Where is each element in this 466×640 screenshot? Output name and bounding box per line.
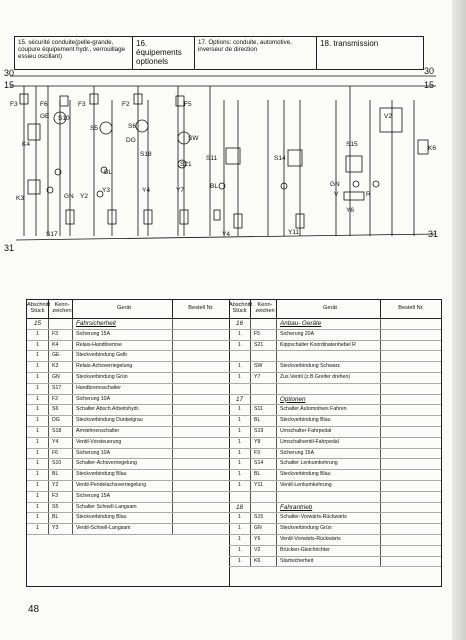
cell-geraet: Schalter Lenkumkehrung [277, 459, 381, 469]
rail-31-left: 31 [4, 243, 15, 253]
table-row [229, 395, 441, 406]
cell-kennzeichen: DG [49, 416, 73, 426]
cell-bestell [381, 449, 441, 459]
table-rows-left [27, 319, 229, 535]
cell-geraet: Umschaltventil-Fahrpedal [277, 438, 381, 448]
cell-geraet: Sicherung 20A [277, 330, 381, 340]
cell-abschnitt: 1 [27, 481, 49, 491]
table-row [27, 427, 229, 438]
label-y3: Y3 [102, 187, 110, 194]
cell-geraet: Sicherung 15A [73, 330, 173, 340]
table-row [27, 438, 229, 449]
cell-geraet: Ventil-Schnell-Langsam [73, 524, 173, 534]
cell-bestell [381, 373, 441, 383]
cell-abschnitt: 1 [27, 427, 49, 437]
label-s15: S15 [346, 141, 358, 148]
cell-bestell [381, 405, 441, 415]
label-sw: SW [188, 135, 199, 142]
table-row [229, 373, 441, 384]
cell-kennzeichen: Y2 [49, 481, 73, 491]
cell-abschnitt: 1 [229, 535, 251, 545]
table-row [229, 481, 441, 492]
table-row [27, 362, 229, 373]
cell-bestell [381, 395, 441, 405]
label-y11: Y11 [288, 229, 300, 236]
rail-15-left: 15 [4, 80, 15, 90]
cell-geraet: Schalter-Achsverriegelung [73, 459, 173, 469]
cell-kennzeichen: SW [251, 362, 277, 372]
cell-kennzeichen: GN [251, 524, 277, 534]
cell-bestell [173, 416, 229, 426]
cell-geraet: Kippschalter Koordinatenhebel R [277, 341, 381, 351]
cell-abschnitt: 1 [27, 503, 49, 513]
cell-bestell [381, 341, 441, 351]
cell-geraet: Steckverbindung Blau [73, 470, 173, 480]
cell-kennzeichen: GN [49, 373, 73, 383]
cell-geraet: Fahrantrieb [277, 503, 381, 513]
cell-kennzeichen: BL [49, 513, 73, 523]
label-f3b: F3 [78, 101, 86, 108]
cell-kennzeichen: F3 [49, 492, 73, 502]
cell-geraet: Ventil-Vorwärts-Rückwärts [277, 535, 381, 545]
cell-bestell [381, 557, 441, 567]
cell-bestell [173, 513, 229, 523]
cell-kennzeichen: Y8 [251, 438, 277, 448]
cell-bestell [381, 524, 441, 534]
cell-bestell [173, 373, 229, 383]
cell-geraet: Steckverbindung Grün [73, 373, 173, 383]
cell-abschnitt [229, 351, 251, 361]
cell-bestell [381, 416, 441, 426]
cell-geraet [277, 351, 381, 361]
cell-bestell [381, 351, 441, 361]
cell-geraet: Steckverbindung Blau [73, 513, 173, 523]
label-s14: S14 [274, 155, 286, 162]
cell-kennzeichen: GE [49, 351, 73, 361]
cell-abschnitt: 1 [27, 373, 49, 383]
table-row [27, 481, 229, 492]
page-number: 48 [28, 604, 40, 615]
table-row [27, 373, 229, 384]
cell-kennzeichen: F3 [251, 449, 277, 459]
cell-kennzeichen: Y3 [49, 524, 73, 534]
rail-30-left: 30 [4, 68, 15, 78]
cell-bestell [381, 481, 441, 491]
cell-abschnitt: 1 [229, 341, 251, 351]
cell-kennzeichen: S10 [49, 459, 73, 469]
label-k6: K6 [428, 145, 436, 152]
table-row [27, 416, 229, 427]
cell-abschnitt: 1 [27, 524, 49, 534]
cell-bestell [173, 492, 229, 502]
cell-bestell [173, 438, 229, 448]
table-row [27, 330, 229, 341]
cell-geraet: Sicherung 10A [73, 449, 173, 459]
col-kennzeichen: Kenn- zeichen [49, 300, 73, 318]
cell-kennzeichen: V2 [251, 546, 277, 556]
cell-abschnitt: 15 [27, 319, 49, 329]
table-row [229, 351, 441, 362]
cell-abschnitt: 1 [27, 362, 49, 372]
label-k3: K3 [16, 195, 24, 202]
label-s21: S21 [180, 161, 192, 168]
cell-geraet: Steckverbindung Blau [277, 470, 381, 480]
table-row [229, 546, 441, 557]
section-17-label: 17. Options: conduite, automotive, inverseur de direction [195, 37, 317, 69]
cell-geraet: Schalter Automotives Fahren [277, 405, 381, 415]
cell-geraet: Ventil-Lenkumkehrung [277, 481, 381, 491]
cell-bestell [173, 459, 229, 469]
label-s18: S18 [140, 151, 152, 158]
table-row [229, 470, 441, 481]
col-geraet: Gerät [277, 300, 381, 318]
cell-bestell [381, 330, 441, 340]
cell-kennzeichen [251, 351, 277, 361]
cell-abschnitt: 1 [27, 470, 49, 480]
cell-abschnitt: 1 [229, 470, 251, 480]
table-row [229, 535, 441, 546]
cell-bestell [173, 481, 229, 491]
cell-abschnitt: 1 [229, 438, 251, 448]
section-18-label: 18. transmission [320, 39, 379, 48]
cell-abschnitt: 17 [229, 395, 251, 405]
cell-bestell [381, 503, 441, 513]
table-row [27, 449, 229, 460]
table-row [229, 449, 441, 460]
cell-kennzeichen: Y4 [49, 438, 73, 448]
cell-bestell [381, 546, 441, 556]
table-row [229, 384, 441, 395]
cell-geraet: Relais-Handbremse [73, 341, 173, 351]
cell-abschnitt: 1 [27, 405, 49, 415]
rail-30-right: 30 [424, 66, 435, 76]
cell-kennzeichen: Y7 [251, 373, 277, 383]
label-f2: F2 [122, 101, 130, 108]
cell-bestell [381, 319, 441, 329]
cell-kennzeichen: Y6 [251, 535, 277, 545]
rail-31-right: 31 [428, 229, 439, 239]
cell-kennzeichen [251, 384, 277, 394]
label-k4: K4 [22, 141, 30, 148]
table-row [229, 438, 441, 449]
cell-kennzeichen: BL [49, 470, 73, 480]
cell-abschnitt: 1 [27, 395, 49, 405]
section-15-label: 15. sécurité conduite(pelle-grande, coupure équipement hydr., verrouillage essieu oscillant) [15, 37, 133, 69]
cell-abschnitt: 16 [229, 319, 251, 329]
table-rows-right [229, 319, 441, 567]
table-row [229, 513, 441, 524]
col-geraet: Gerät [73, 300, 173, 318]
cell-geraet: Optionen [277, 395, 381, 405]
label-y2: Y2 [80, 193, 88, 200]
label-ge: GE [40, 113, 50, 120]
cell-abschnitt: 1 [27, 384, 49, 394]
table-row [229, 557, 441, 568]
cell-kennzeichen: S5 [49, 503, 73, 513]
cell-geraet: Steckverbindung Grün [277, 524, 381, 534]
cell-geraet: Ventil-Vorsteuerung [73, 438, 173, 448]
cell-bestell [173, 362, 229, 372]
cell-kennzeichen: S6 [49, 405, 73, 415]
cell-bestell [381, 438, 441, 448]
cell-abschnitt: 1 [27, 416, 49, 426]
table-row [27, 319, 229, 330]
cell-geraet: Steckverbindung Schwarz [277, 362, 381, 372]
table-row [27, 503, 229, 514]
cell-abschnitt: 1 [27, 449, 49, 459]
cell-geraet: Sicherung 15A [73, 492, 173, 502]
table-row [229, 492, 441, 503]
label-y6: Y6 [346, 207, 354, 214]
cell-bestell [173, 503, 229, 513]
col-kennzeichen: Kenn- zeichen [251, 300, 277, 318]
cell-abschnitt: 1 [27, 459, 49, 469]
cell-kennzeichen [251, 319, 277, 329]
cell-kennzeichen: S14 [251, 459, 277, 469]
col-abschnitt: Abschnitt Stück [27, 300, 49, 318]
cell-bestell [173, 330, 229, 340]
cell-abschnitt: 1 [229, 362, 251, 372]
section-16-label: 16. équipements optionels [133, 37, 195, 69]
cell-geraet: Zus.Ventil (z.B.Greifer drehen) [277, 373, 381, 383]
label-f6: F6 [40, 101, 48, 108]
cell-kennzeichen: K6 [251, 557, 277, 567]
cell-geraet: Sicherung 10A [73, 395, 173, 405]
label-y7: Y7 [176, 187, 184, 194]
parts-table-left [27, 300, 230, 586]
cell-bestell [381, 513, 441, 523]
cell-abschnitt: 1 [229, 459, 251, 469]
cell-abschnitt: 1 [27, 330, 49, 340]
label-bl-2: BL [210, 183, 218, 190]
label-gn-2: GN [330, 181, 340, 188]
col-abschnitt: Abschnitt Stück [229, 300, 251, 318]
cell-kennzeichen: Y11 [251, 481, 277, 491]
cell-abschnitt [229, 384, 251, 394]
table-row [27, 351, 229, 362]
cell-kennzeichen: K4 [49, 341, 73, 351]
label-v: V [334, 191, 339, 198]
cell-geraet: Armlehnenschalter [73, 427, 173, 437]
cell-geraet: Handbremsschalter [73, 384, 173, 394]
cell-kennzeichen: S15 [251, 513, 277, 523]
table-row [229, 319, 441, 330]
table-row [229, 524, 441, 535]
cell-bestell [173, 449, 229, 459]
table-row [27, 524, 229, 535]
cell-kennzeichen: K3 [49, 362, 73, 372]
label-s5: S5 [90, 125, 98, 132]
cell-bestell [381, 427, 441, 437]
cell-abschnitt: 1 [229, 373, 251, 383]
cell-abschnitt: 1 [229, 449, 251, 459]
table-row [229, 416, 441, 427]
label-gn: GN [64, 193, 74, 200]
cell-bestell [173, 524, 229, 534]
cell-kennzeichen: S17 [49, 384, 73, 394]
table-row [27, 470, 229, 481]
cell-abschnitt: 1 [27, 513, 49, 523]
cell-geraet: Steckverbindung Dunkelgrau [73, 416, 173, 426]
cell-kennzeichen [49, 319, 73, 329]
label-y4b: Y4 [222, 231, 230, 238]
label-f3: F3 [10, 101, 18, 108]
cell-bestell [173, 405, 229, 415]
label-y4: Y4 [142, 187, 150, 194]
cell-bestell [381, 535, 441, 545]
table-row [229, 405, 441, 416]
cell-geraet [277, 492, 381, 502]
cell-abschnitt: 1 [27, 438, 49, 448]
cell-kennzeichen [251, 492, 277, 502]
label-bl: BL [104, 169, 112, 176]
cell-kennzeichen: S19 [251, 427, 277, 437]
cell-kennzeichen: S18 [49, 427, 73, 437]
wiring-schematic [0, 60, 466, 260]
cell-kennzeichen: F5 [251, 330, 277, 340]
label-r: R [366, 191, 371, 198]
cell-abschnitt: 1 [229, 416, 251, 426]
cell-geraet: Ventil-Pendelachsverriegelung [73, 481, 173, 491]
cell-bestell [381, 470, 441, 480]
cell-kennzeichen [251, 395, 277, 405]
cell-bestell [173, 384, 229, 394]
cell-geraet: Brücken-Gleichrichter [277, 546, 381, 556]
cell-bestell [173, 341, 229, 351]
cell-geraet: Fahrsicherheit [73, 319, 173, 329]
col-bestell: Bestell Nr. [398, 305, 424, 311]
cell-bestell [381, 459, 441, 469]
cell-kennzeichen: S21 [251, 341, 277, 351]
table-row [27, 395, 229, 406]
cell-abschnitt: 18 [229, 503, 251, 513]
cell-abschnitt: 1 [27, 341, 49, 351]
cell-geraet: Schalter-Vorwärts-Rückwärts [277, 513, 381, 523]
cell-abschnitt: 1 [229, 557, 251, 567]
table-row [229, 459, 441, 470]
cell-abschnitt: 1 [229, 524, 251, 534]
cell-geraet: Sicherung 15A [277, 449, 381, 459]
cell-geraet: Steckverbindung Gelb [73, 351, 173, 361]
cell-geraet: Schalter Schnell-Langsam [73, 503, 173, 513]
table-row [27, 405, 229, 416]
cell-abschnitt: 1 [229, 546, 251, 556]
cell-abschnitt [229, 492, 251, 502]
cell-kennzeichen: BL [251, 416, 277, 426]
label-v2: V2 [384, 113, 392, 120]
cell-geraet: Schalter Absch.Arbeitshydr. [73, 405, 173, 415]
cell-abschnitt: 1 [27, 492, 49, 502]
label-s17: S17 [46, 231, 58, 238]
cell-geraet [277, 384, 381, 394]
col-bestell: Bestell Nr. [188, 305, 214, 311]
cell-bestell [173, 351, 229, 361]
cell-geraet: Relais-Achsverriegelung [73, 362, 173, 372]
cell-abschnitt: 1 [229, 481, 251, 491]
cell-geraet: Startsicherheit [277, 557, 381, 567]
table-row [27, 341, 229, 352]
cell-kennzeichen: F2 [49, 395, 73, 405]
cell-abschnitt: 1 [229, 330, 251, 340]
cell-geraet: Anbau- Geräte [277, 319, 381, 329]
cell-geraet: Umschalter-Fahrpedal [277, 427, 381, 437]
label-s11: S11 [206, 155, 218, 162]
cell-bestell [173, 319, 229, 329]
table-header-left [27, 300, 229, 319]
cell-kennzeichen: BL [251, 470, 277, 480]
table-row [229, 341, 441, 352]
cell-abschnitt: 1 [229, 513, 251, 523]
table-row [229, 427, 441, 438]
cell-kennzeichen: F6 [49, 449, 73, 459]
cell-kennzeichen: S11 [251, 405, 277, 415]
cell-bestell [173, 395, 229, 405]
cell-abschnitt: 1 [27, 351, 49, 361]
cell-bestell [173, 470, 229, 480]
cell-bestell [173, 427, 229, 437]
table-header-right [229, 300, 441, 319]
table-row [229, 330, 441, 341]
cell-abschnitt: 1 [229, 405, 251, 415]
cell-abschnitt: 1 [229, 427, 251, 437]
table-row [27, 384, 229, 395]
table-row [27, 513, 229, 524]
parts-table [26, 299, 442, 587]
cell-kennzeichen [251, 503, 277, 513]
cell-geraet: Steckverbindung Blau [277, 416, 381, 426]
table-row [27, 459, 229, 470]
label-s10: S10 [58, 115, 70, 122]
parts-table-right [229, 300, 441, 586]
cell-bestell [381, 362, 441, 372]
rail-15-right: 15 [424, 80, 435, 90]
table-row [229, 362, 441, 373]
label-dg: DG [126, 137, 136, 144]
cell-kennzeichen: F3 [49, 330, 73, 340]
label-s6: S6 [128, 123, 136, 130]
table-row [27, 492, 229, 503]
table-row [229, 503, 441, 514]
label-f5: F5 [184, 101, 192, 108]
cell-bestell [381, 384, 441, 394]
cell-bestell [381, 492, 441, 502]
